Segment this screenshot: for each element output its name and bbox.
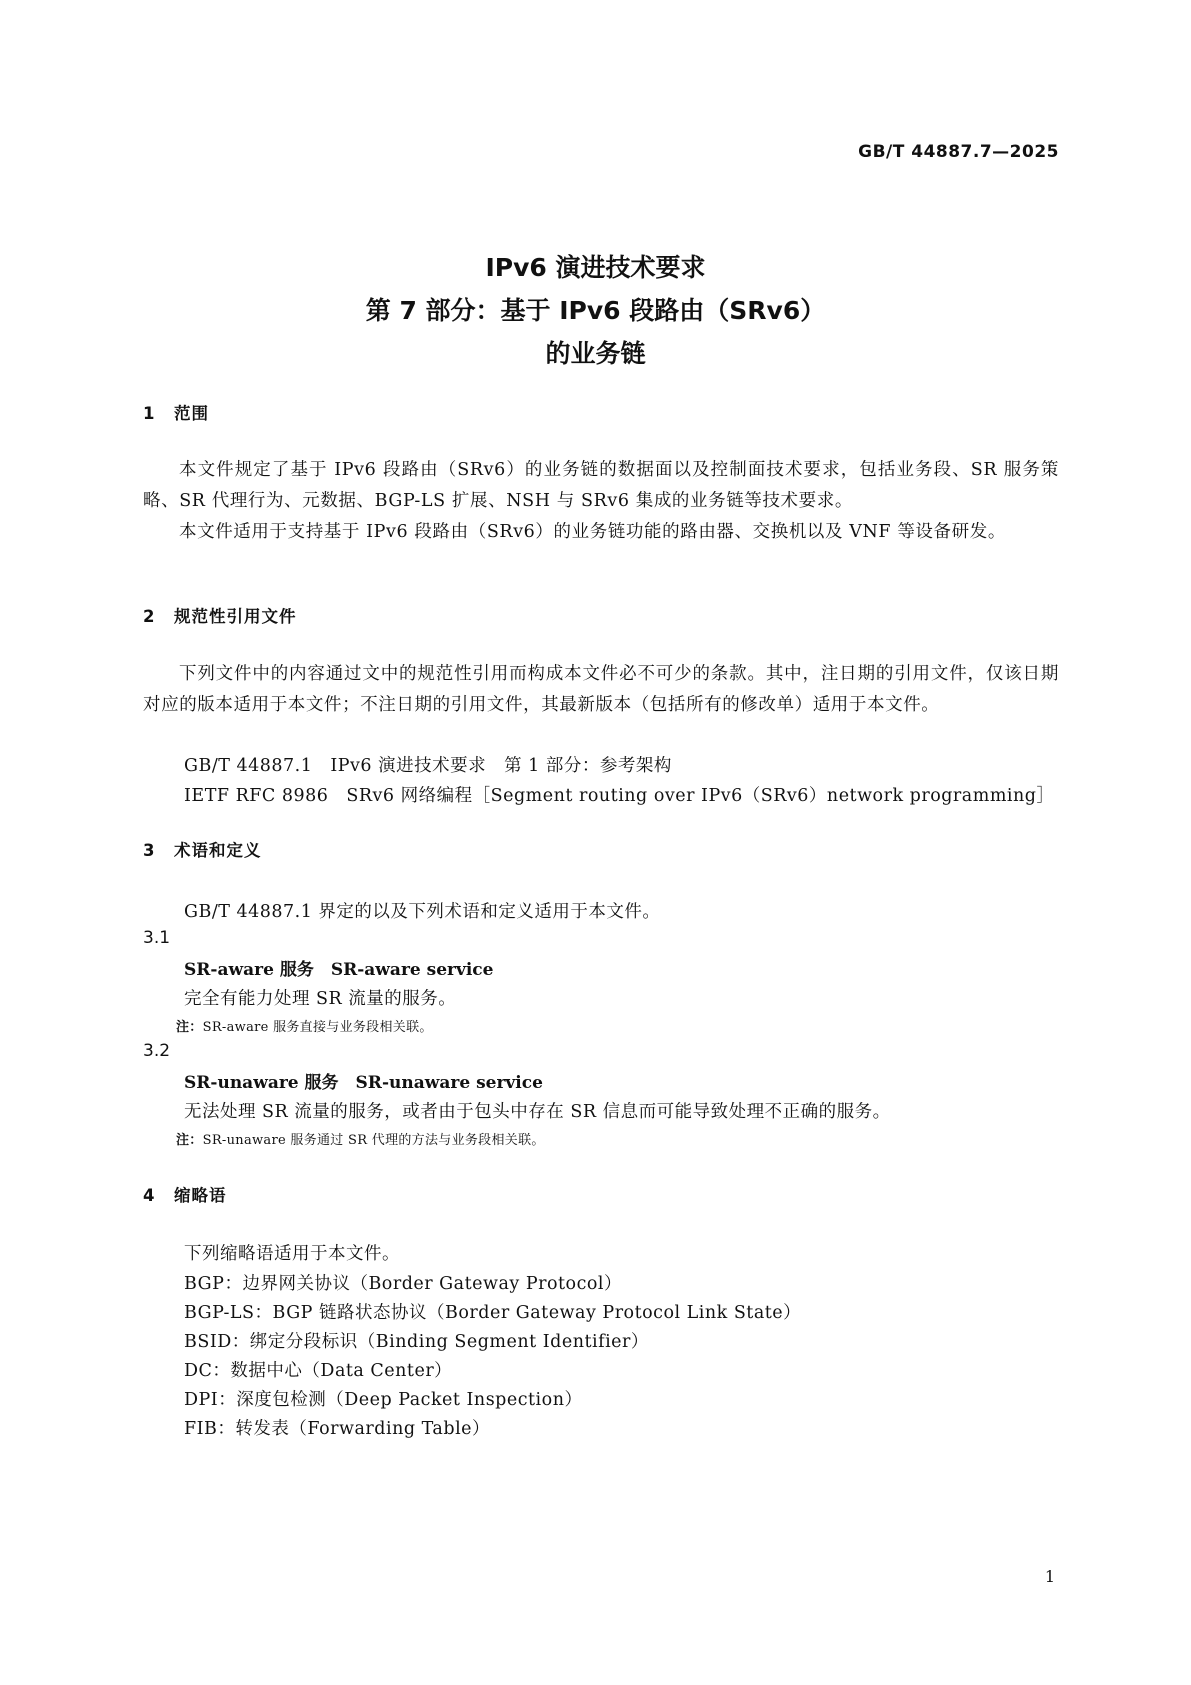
normative-reference-2: IETF RFC 8986 SRv6 网络编程［Segment routing over IPv6（SRv6）network programming］ bbox=[184, 786, 1055, 806]
term-1-definition: 完全有能力处理 SR 流量的服务。 bbox=[184, 989, 457, 1009]
section-2-paragraph: 下列文件中的内容通过文中的规范性引用而构成本文件必不可少的条款。其中，注日期的引用文件，仅该日期对应的版本适用于本文件；不注日期的引用文件，其最新版本（包括所有的修改单）适用于本文件。 bbox=[143, 664, 1059, 715]
section-1-paragraph-2: 本文件适用于支持基于 IPv6 段路由（SRv6）的业务链功能的路由器、交换机以及 VNF 等设备研发。 bbox=[179, 522, 1006, 542]
abbreviation-item: FIB：转发表（Forwarding Table） bbox=[184, 1419, 491, 1439]
term-2-note bbox=[176, 1129, 545, 1148]
title-line-2: 第 7 部分：基于 IPv6 段路由（SRv6） bbox=[365, 296, 826, 325]
abbreviation-item: DC：数据中心（Data Center） bbox=[184, 1361, 453, 1381]
section-3-heading bbox=[143, 837, 262, 861]
standard-number: GB/T 44887.7—2025 bbox=[858, 142, 1059, 162]
term-1-name: SR-aware 服务 SR-aware service bbox=[184, 960, 494, 980]
term-2-note-label: 注： bbox=[176, 1133, 203, 1148]
section-3-intro: GB/T 44887.1 界定的以及下列术语和定义适用于本文件。 bbox=[184, 902, 661, 922]
section-1-title: 范围 bbox=[174, 404, 209, 423]
section-2-title: 规范性引用文件 bbox=[174, 607, 297, 626]
term-1-note bbox=[176, 1016, 433, 1035]
term-2-number: 3.2 bbox=[143, 1041, 171, 1061]
abbreviation-item: BGP-LS：BGP 链路状态协议（Border Gateway Protocol Link State） bbox=[184, 1303, 802, 1323]
term-1-note-label: 注： bbox=[176, 1020, 203, 1035]
section-3-title: 术语和定义 bbox=[174, 841, 262, 860]
abbreviation-item: BGP：边界网关协议（Border Gateway Protocol） bbox=[184, 1274, 623, 1294]
term-2-name: SR-unaware 服务 SR-unaware service bbox=[184, 1073, 543, 1093]
section-4-title: 缩略语 bbox=[174, 1186, 227, 1205]
section-4-number: 4 bbox=[143, 1186, 156, 1205]
term-1-note-text: SR-aware 服务直接与业务段相关联。 bbox=[202, 1020, 433, 1035]
section-2-heading bbox=[143, 603, 297, 627]
abbreviation-item: BSID：绑定分段标识（Binding Segment Identifier） bbox=[184, 1332, 649, 1352]
title-line-3: 的业务链 bbox=[545, 339, 646, 368]
page-number: 1 bbox=[1044, 1567, 1055, 1586]
section-4-heading bbox=[143, 1182, 227, 1206]
section-4-intro: 下列缩略语适用于本文件。 bbox=[184, 1244, 400, 1264]
normative-reference-1: GB/T 44887.1 IPv6 演进技术要求 第 1 部分：参考架构 bbox=[184, 756, 672, 776]
term-1-number: 3.1 bbox=[143, 928, 171, 948]
section-1-paragraph-1: 本文件规定了基于 IPv6 段路由（SRv6）的业务链的数据面以及控制面技术要求，包括业务段、SR 服务策略、SR 代理行为、元数据、BGP-LS 扩展、NSH 与 SRv6 集成的业务链等技术要求。 bbox=[143, 460, 1059, 511]
term-2-note-text: SR-unaware 服务通过 SR 代理的方法与业务段相关联。 bbox=[202, 1133, 545, 1148]
abbreviation-item: DPI：深度包检测（Deep Packet Inspection） bbox=[184, 1390, 583, 1410]
section-1-number: 1 bbox=[143, 404, 156, 423]
term-2-definition: 无法处理 SR 流量的服务，或者由于包头中存在 SR 信息而可能导致处理不正确的服务。 bbox=[184, 1102, 891, 1122]
section-3-number: 3 bbox=[143, 841, 156, 860]
section-2-number: 2 bbox=[143, 607, 156, 626]
title-line-1: IPv6 演进技术要求 bbox=[485, 253, 706, 282]
section-1-heading bbox=[143, 400, 209, 424]
